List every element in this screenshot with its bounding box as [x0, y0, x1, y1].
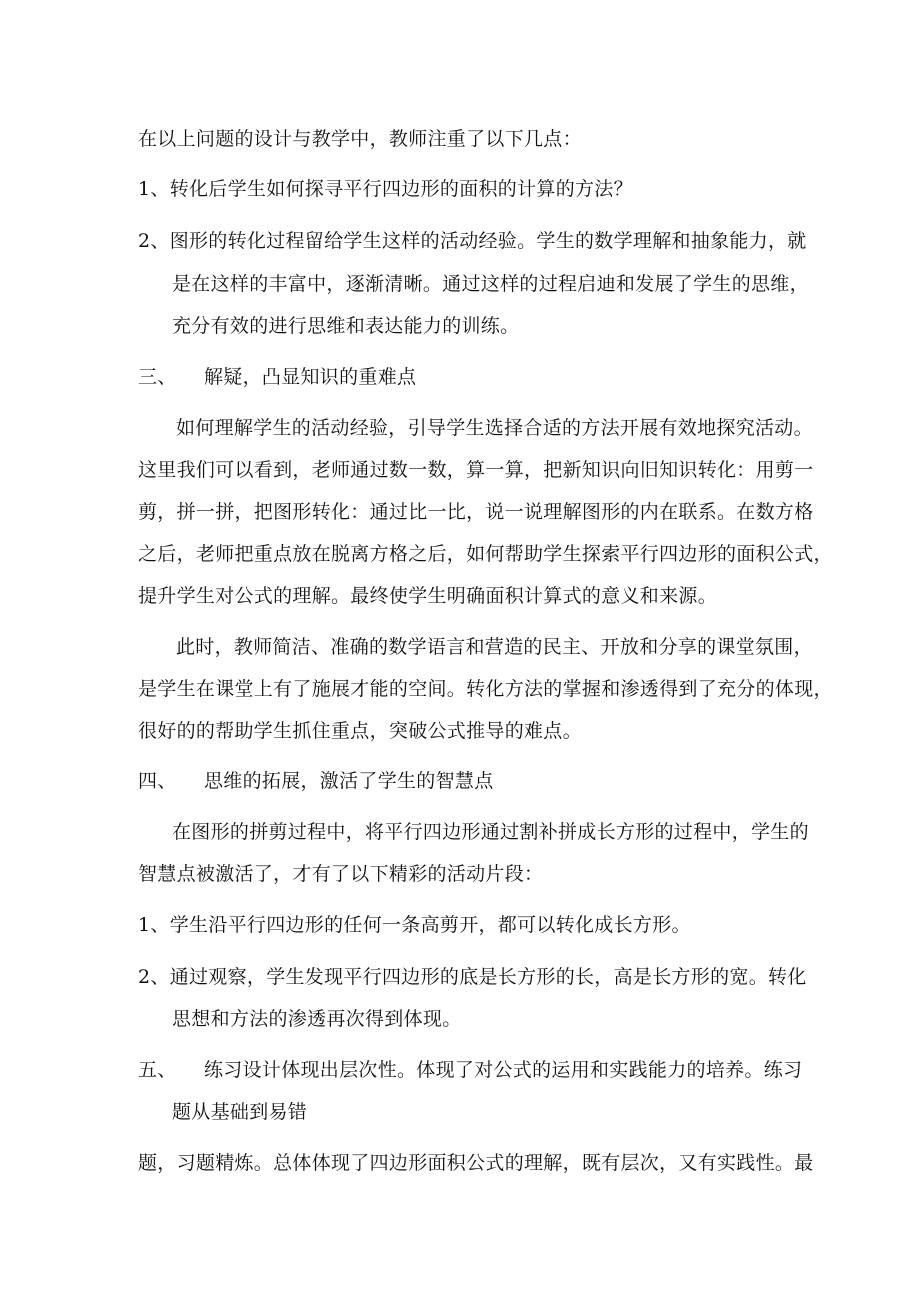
point-a2-line1: 2、图形的转化过程留给学生这样的活动经验。学生的数学理解和抽象能力，就: [138, 230, 807, 252]
point-b2-line1: 2、通过观察，学生发现平行四边形的底是长方形的长，高是长方形的宽。转化: [138, 966, 807, 988]
intro-text: 在以上问题的设计与教学中，教师注重了以下几点：: [138, 128, 582, 150]
section3-heading: [138, 365, 416, 389]
section5-title: 练习设计体现出层次性。体现了对公式的运用和实践能力的培养。练习: [204, 1059, 803, 1081]
section5-title-continued: 题从基础到易错: [172, 1101, 308, 1123]
section5-number: 五、: [138, 1059, 177, 1081]
section5-heading: [138, 1058, 802, 1082]
para3a-line2: 这里我们可以看到，老师通过数一数，算一算，把新知识向旧知识转化：用剪一: [138, 459, 814, 481]
para3b-line3: 很好的的帮助学生抓住重点，突破公式推导的难点。: [138, 720, 582, 742]
closing-text: 题，习题精炼。总体体现了四边形面积公式的理解，既有层次，又有实践性。最: [138, 1152, 814, 1174]
para3b-line2: 是学生在课堂上有了施展才能的空间。转化方法的掌握和渗透得到了充分的体现，: [138, 678, 833, 700]
point-a2-line2: 是在这样的丰富中，逐渐清晰。通过这样的过程启迪和发展了学生的思维，: [172, 273, 809, 295]
section3-title: 解疑，凸显知识的重难点: [204, 366, 417, 388]
para3a-line1: 如何理解学生的活动经验，引导学生选择合适的方法开展有效地探究活动。: [176, 417, 813, 439]
para3a-line4: 之后，老师把重点放在脱离方格之后，如何帮助学生探索平行四边形的面积公式，: [138, 543, 833, 565]
point-b1-line1: 1、学生沿平行四边形的任何一条高剪开，都可以转化成长方形。: [138, 914, 691, 936]
section3-number: 三、: [138, 366, 177, 388]
para4-line2: 智慧点被激活了，才有了以下精彩的活动片段：: [138, 863, 544, 885]
para4-line1: 在图形的拼剪过程中，将平行四边形通过割补拼成长方形的过程中，学生的: [172, 821, 809, 843]
section4-number: 四、: [138, 770, 177, 792]
section4-title: 思维的拓展，激活了学生的智慧点: [204, 770, 494, 792]
point-b2-line2: 思想和方法的渗透再次得到体现。: [172, 1008, 462, 1030]
para3a-line5: 提升学生对公式的理解。最终使学生明确面积计算式的意义和来源。: [138, 585, 718, 607]
point-a1-line1: 1、转化后学生如何探寻平行四边形的面积的计算的方法？: [138, 178, 633, 200]
para3a-line3: 剪，拼一拼，把图形转化：通过比一比，说一说理解图形的内在联系。在数方格: [138, 501, 814, 523]
section4-heading: [138, 769, 494, 793]
para3b-line1: 此时，教师简洁、准确的数学语言和营造的民主、开放和分享的课堂氛围，: [176, 636, 813, 658]
point-a2-line3: 充分有效的进行思维和表达能力的训练。: [172, 315, 520, 337]
